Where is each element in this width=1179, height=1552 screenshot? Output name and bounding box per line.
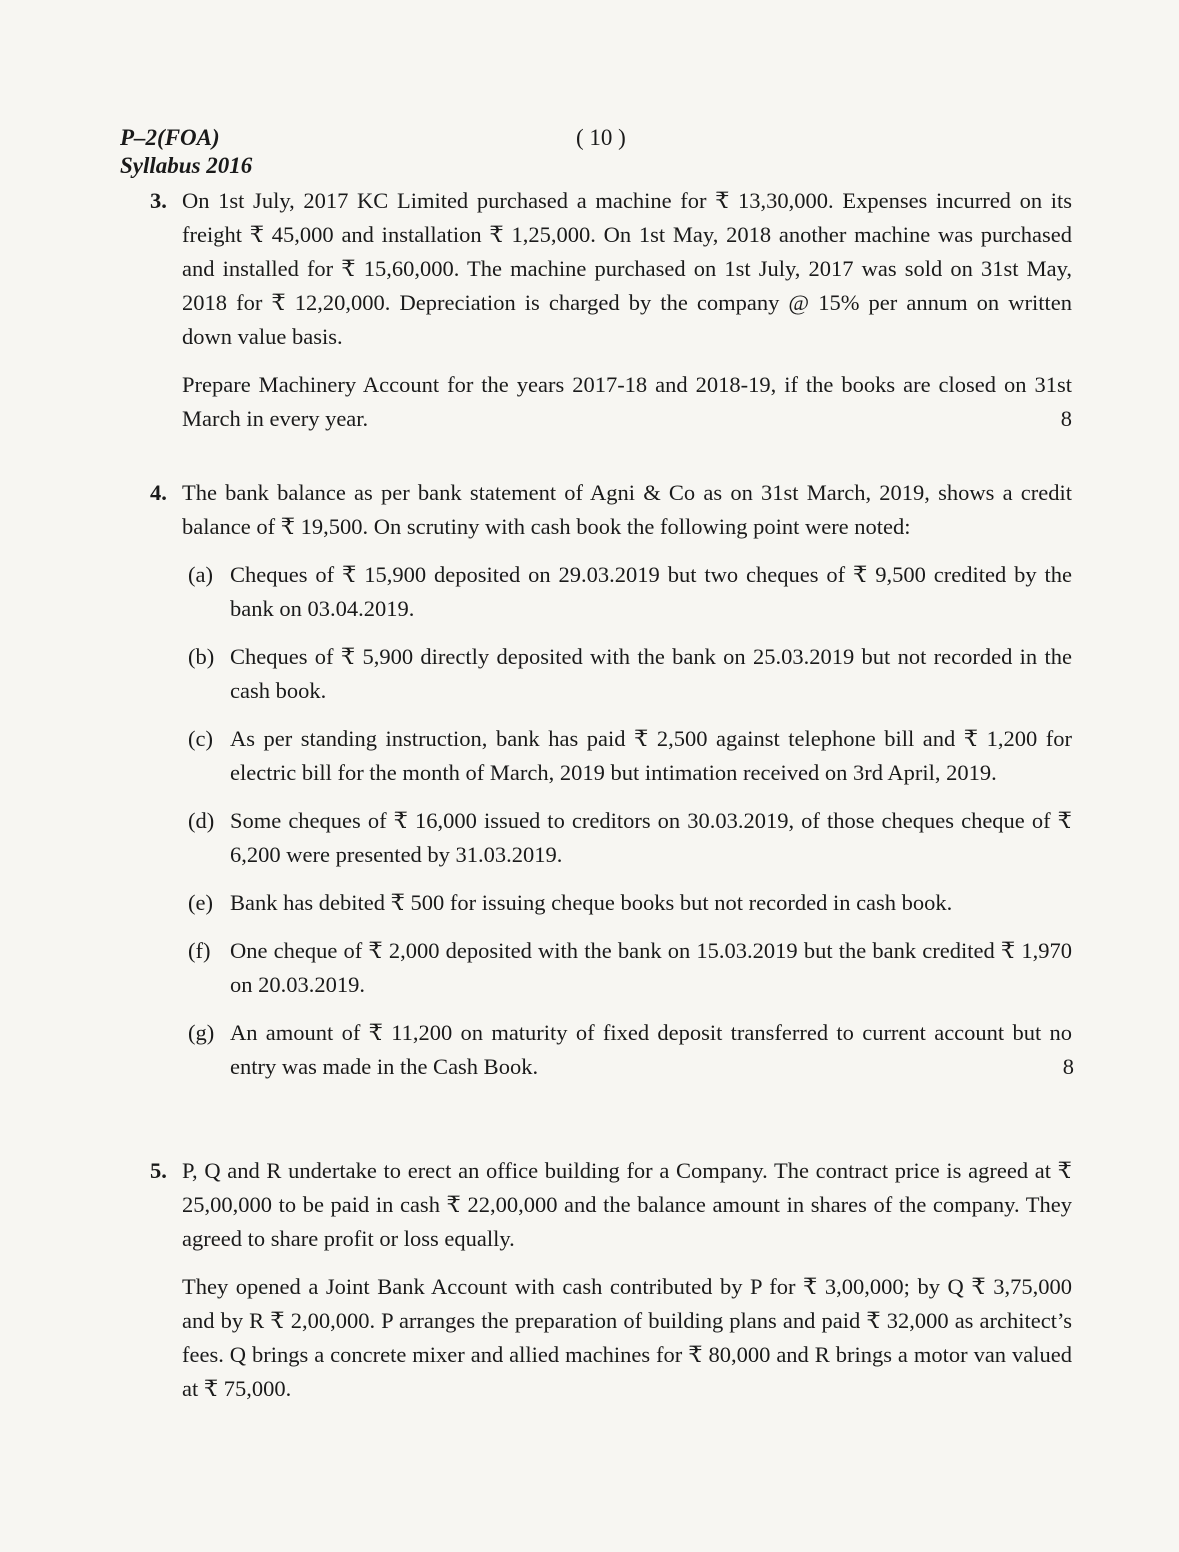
paper-code: P–2(FOA) xyxy=(120,125,220,150)
question-text-continued: They opened a Joint Bank Account with cash contributed by P for ₹ 3,00,000; by Q ₹ 3,75,000 and by R ₹ 2,00,000. P arranges the preparation of building plans and paid ₹ 32,000 as architect’s fees. Q brings a concrete mixer and allied machines for ₹ 80,000 and R brings a motor van valued at ₹ 75,000. xyxy=(182,1274,1072,1401)
page-number: ( 10 ) xyxy=(576,125,626,150)
question-text: The bank balance as per bank statement of Agni & Co as on 31st March, 2019, shows a credit balance of ₹ 19,500. On scrutiny with cash book the following point were noted: xyxy=(182,480,1072,539)
question-number: 3. xyxy=(150,188,167,213)
marks: 8 xyxy=(1062,1054,1074,1079)
sub-question-label: (d) xyxy=(188,808,215,833)
sub-question xyxy=(188,558,1072,626)
sub-question xyxy=(188,804,1072,872)
sub-question-text: As per standing instruction, bank has paid ₹ 2,500 against telephone bill and ₹ 1,200 for electric bill for the month of March, 2019 but intimation received on 3rd April, 2019. xyxy=(230,726,1072,785)
sub-question xyxy=(188,886,1072,920)
sub-question xyxy=(188,934,1072,1002)
sub-question xyxy=(188,722,1072,790)
sub-question-label: (c) xyxy=(188,726,213,751)
question-5 xyxy=(150,1154,1072,1406)
page-header-left xyxy=(120,124,252,180)
sub-question-text: One cheque of ₹ 2,000 deposited with the bank on 15.03.2019 but the bank credited ₹ 1,970 on 20.03.2019. xyxy=(230,938,1072,997)
question-text: On 1st July, 2017 KC Limited purchased a machine for ₹ 13,30,000. Expenses incurred on its freight ₹ 45,000 and installation ₹ 1,25,000. On 1st May, 2018 another machine was purchased and installed for ₹ 15,60,000. The machine purchased on 1st July, 2017 was sold on 31st May, 2018 for ₹ 12,20,000. Depreciation is charged by the company @ 15% per annum on written down value basis. xyxy=(182,188,1072,349)
question-3 xyxy=(150,184,1072,436)
sub-question-label: (e) xyxy=(188,890,213,915)
sub-question-label: (f) xyxy=(188,938,211,963)
question-instruction xyxy=(182,368,1072,436)
sub-question-label: (b) xyxy=(188,644,215,669)
question-number: 4. xyxy=(150,480,167,505)
question-text: P, Q and R undertake to erect an office building for a Company. The contract price is agreed at ₹ 25,00,000 to be paid in cash ₹ 22,00,000 and the balance amount in shares of the company. They agreed to share profit or loss equally. xyxy=(182,1158,1072,1251)
question-instruction-text: Prepare Machinery Account for the years 2017-18 and 2018-19, if the books are closed on 31st March in every year. xyxy=(182,372,1072,431)
sub-question xyxy=(188,640,1072,708)
sub-question-text: An amount of ₹ 11,200 on maturity of fixed deposit transferred to current account but no entry was made in the Cash Book. xyxy=(230,1020,1072,1079)
question-number: 5. xyxy=(150,1158,167,1183)
sub-question-text: Some cheques of ₹ 16,000 issued to creditors on 30.03.2019, of those cheques cheque of ₹ 6,200 were presented by 31.03.2019. xyxy=(230,808,1072,867)
sub-question-list xyxy=(188,558,1072,1084)
sub-question-text: Cheques of ₹ 5,900 directly deposited with the bank on 25.03.2019 but not recorded in the cash book. xyxy=(230,644,1072,703)
marks: 8 xyxy=(1060,406,1072,431)
syllabus-label: Syllabus 2016 xyxy=(120,153,253,178)
sub-question xyxy=(188,1016,1072,1084)
sub-question-text: Bank has debited ₹ 500 for issuing cheque books but not recorded in cash book. xyxy=(230,890,953,915)
sub-question-text: Cheques of ₹ 15,900 deposited on 29.03.2019 but two cheques of ₹ 9,500 credited by the bank on 03.04.2019. xyxy=(230,562,1072,621)
question-4 xyxy=(150,476,1072,1084)
sub-question-label: (g) xyxy=(188,1020,215,1045)
sub-question-label: (a) xyxy=(188,562,213,587)
